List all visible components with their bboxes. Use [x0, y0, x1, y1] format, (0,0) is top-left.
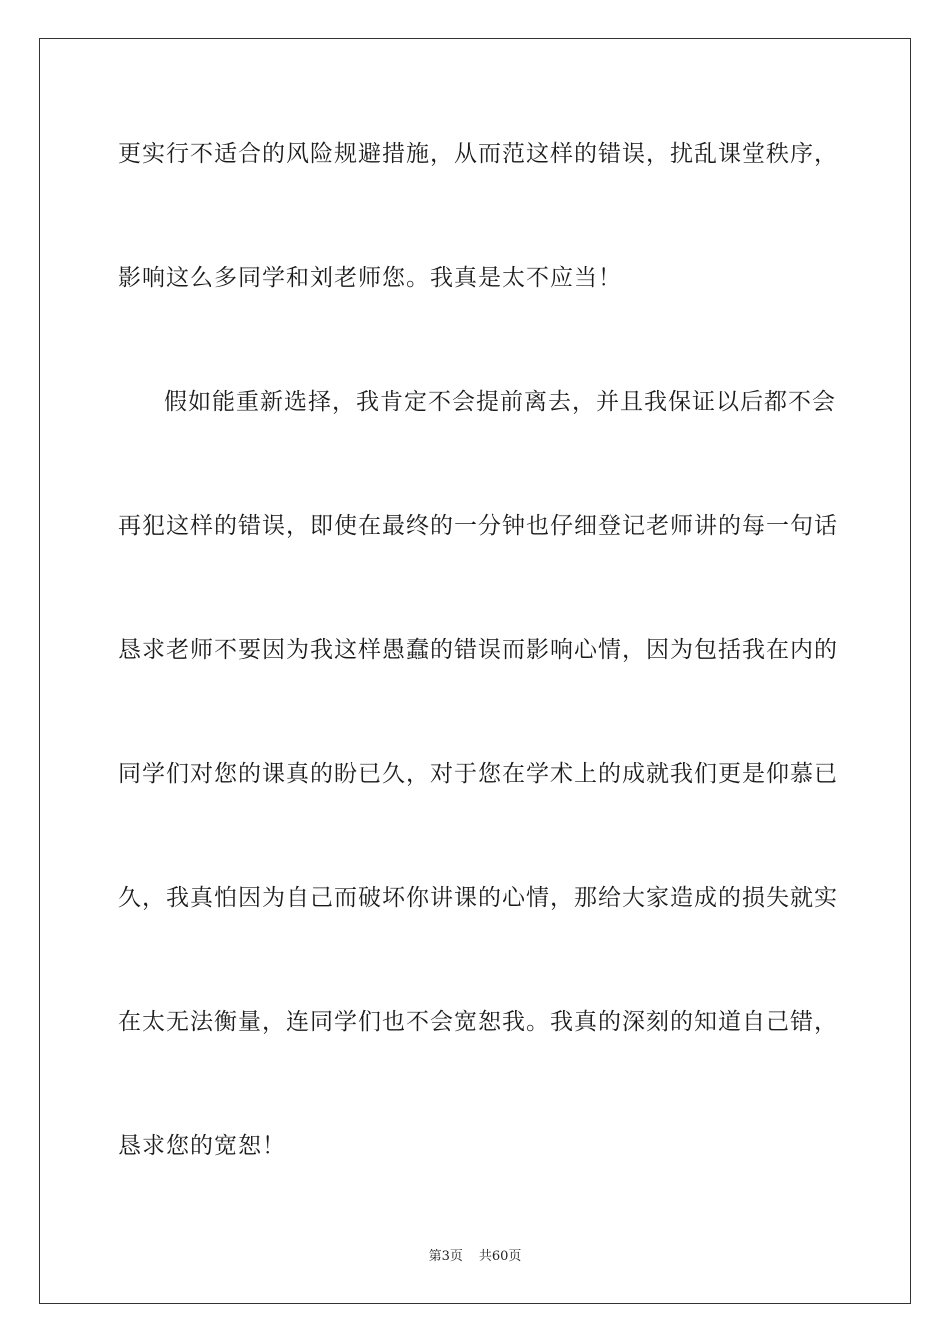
body-text-line-2: 影响这么多同学和刘老师您。我真是太不应当！ — [118, 265, 622, 291]
page-border — [39, 38, 911, 1304]
total-pages-label: 共60页 — [478, 1249, 522, 1264]
page-footer — [0, 1248, 950, 1266]
body-text-line-9: 恳求您的宽恕！ — [118, 1133, 286, 1159]
body-text-line-4: 再犯这样的错误，即使在最终的一分钟也仔细登记老师讲的每一句话 — [118, 513, 838, 539]
body-text-line-5: 恳求老师不要因为我这样愚蠢的错误而影响心情，因为包括我在内的 — [118, 637, 838, 663]
body-text-line-8: 在太无法衡量，连同学们也不会宽恕我。我真的深刻的知道自己错， — [118, 1009, 838, 1035]
body-text-line-1: 更实行不适合的风险规避措施，从而范这样的错误，扰乱课堂秩序， — [118, 141, 838, 167]
body-text-line-6: 同学们对您的课真的盼已久，对于您在学术上的成就我们更是仰慕已 — [118, 761, 838, 787]
current-page-label: 第3页 — [428, 1249, 463, 1264]
body-text-line-3: 假如能重新选择，我肯定不会提前离去，并且我保证以后都不会 — [164, 389, 836, 415]
body-text-line-7: 久，我真怕因为自己而破坏你讲课的心情，那给大家造成的损失就实 — [118, 885, 838, 911]
